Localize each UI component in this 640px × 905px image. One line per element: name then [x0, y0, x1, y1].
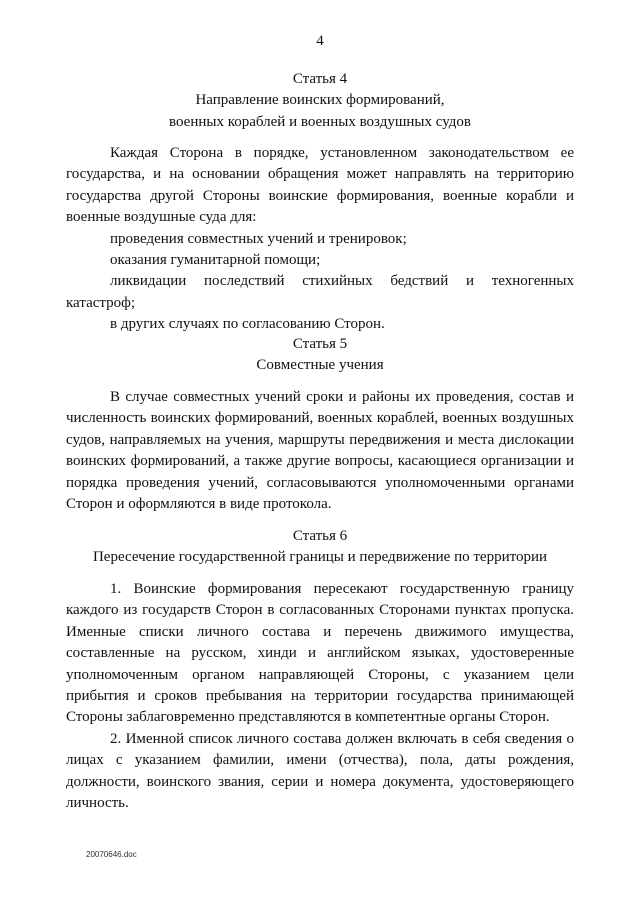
article-4-item-3: ликвидации последствий стихийных бедствий и техногенных катастроф; — [66, 273, 574, 311]
article-4-heading — [66, 69, 574, 133]
article-5-body — [66, 387, 574, 515]
article-5-title: Совместные учения — [256, 357, 384, 374]
article-5-number: Статья 5 — [292, 336, 348, 352]
document-filename: 20070646.doc — [86, 850, 137, 859]
article-6-title: Пересечение государственной границы и передвижение по территории — [92, 549, 548, 566]
page-number: 4 — [316, 33, 324, 49]
article-6 — [66, 526, 574, 569]
article-4-item-4: в других случаях по согласованию Сторон. — [110, 316, 385, 333]
article-6-heading — [66, 526, 574, 569]
article-4-body — [66, 143, 574, 336]
article-4-number: Статья 4 — [292, 71, 348, 87]
article-4-title-line1: Направление воинских формирований, — [195, 92, 445, 109]
article-4 — [66, 69, 574, 133]
article-5-heading — [66, 334, 574, 377]
article-4-title-line2: военных кораблей и военных воздушных судов — [169, 113, 471, 130]
article-6-paragraph-1: 1. Воинские формирования пересекают государственную границу каждого из государств Сторон в согласованных Сторонами пунктах пропуска. Именные списки личного состава и перечень движимого имущества, составленные на русском, хинди и английском языках, удостоверенные уполномоченным органом направляющей Стороны, с указанием цели прибытия и сроков пребывания на территории государства принимающей Стороны заблаговременно представляются в компетентные органы Сторон. — [66, 581, 574, 726]
article-6-number: Статья 6 — [292, 528, 348, 544]
article-5-text: В случае совместных учений сроки и районы их проведения, состав и численность воинских формирований, военных кораблей, военных воздушных судов, направляемых на учения, маршруты передвижения и места дислокации воинских формирований, а также другие вопросы, касающиеся организации и порядка проведения учений, согласовываются уполномоченными органами Сторон и оформляются в виде протокола. — [66, 389, 574, 513]
article-4-intro: Каждая Сторона в порядке, установленном законодательством ее государства, и на основании обращения может направлять на территорию государства другой Стороны воинские формирования, военные корабли и военные воздушные суда для: — [66, 145, 574, 226]
article-4-item-1: проведения совместных учений и тренировок; — [110, 230, 407, 247]
article-6-body — [66, 579, 574, 814]
article-6-paragraph-2: 2. Именной список личного состава должен включать в себя сведения о лицах с указанием фамилии, имени (отчества), пола, даты рождения, должности, воинского звания, серии и номера документа, удостоверяющего личность. — [66, 730, 574, 812]
article-4-item-2: оказания гуманитарной помощи; — [110, 252, 321, 269]
article-5 — [66, 334, 574, 377]
